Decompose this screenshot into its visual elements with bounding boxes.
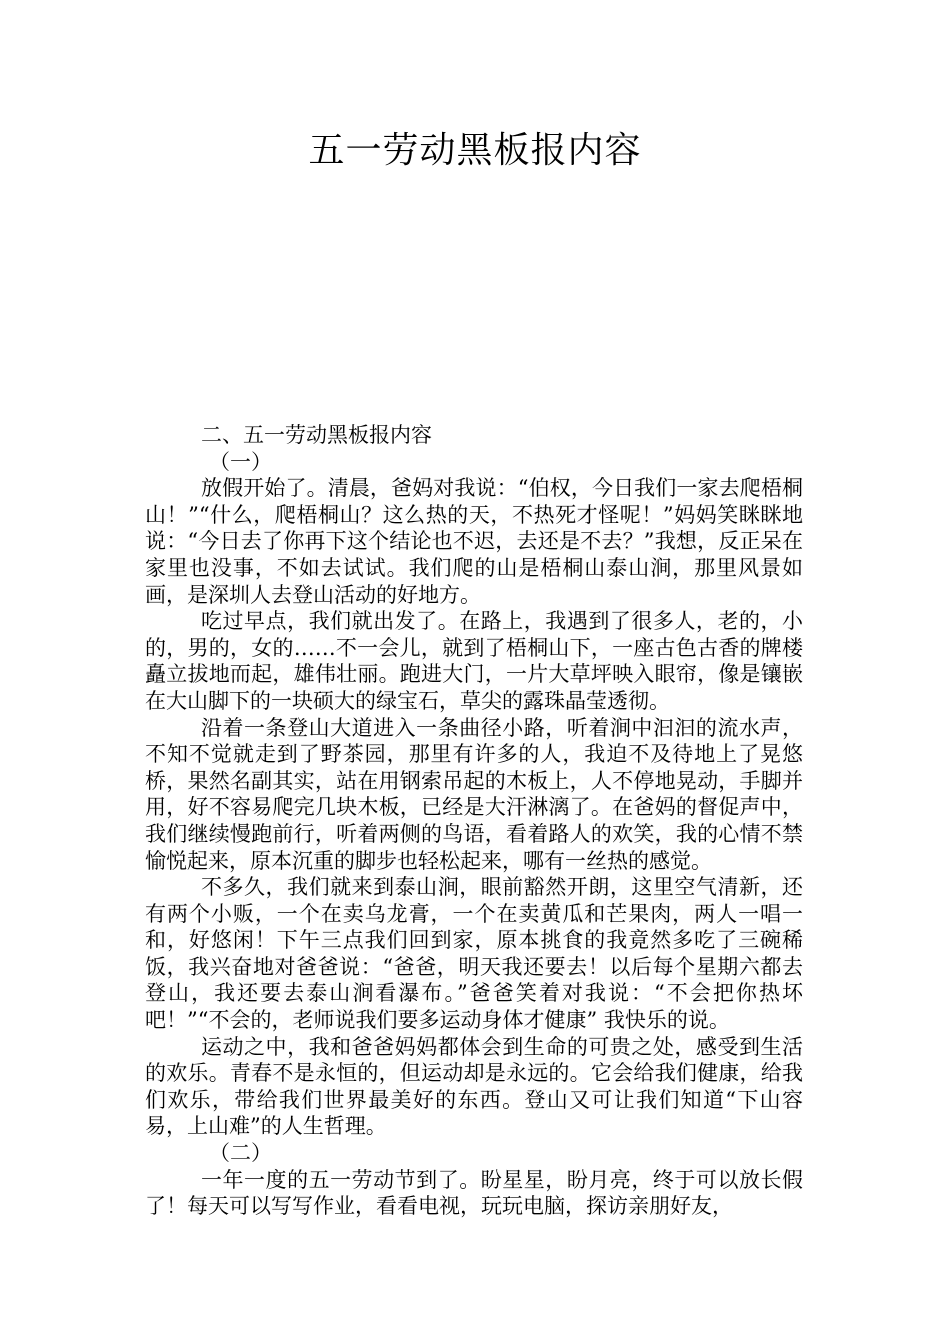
paragraph: 放假开始了。清晨，爸妈对我说：“伯权，今日我们一家去爬梧桐山！”“什么，爬梧桐山？这么热的天，不热死才怪呢！”妈妈笑眯眯地说：“今日去了你再下这个结论也不迟，去还是不去？”我想，反正呆在家里也没事，不如去试试。我们爬的山是梧桐山泰山涧，那里风景如画，是深圳人去登山活动的好地方。 [145, 476, 803, 607]
document-title: 五一劳动黑板报内容 [308, 130, 642, 171]
paragraph: 不多久，我们就来到泰山涧，眼前豁然开朗，这里空气清新，还有两个小贩，一个在卖乌龙膏，一个在卖黄瓜和芒果肉，两人一唱一和，好悠闲！下午三点我们回到家，原本挑食的我竟然多吃了三碗稀饭，我兴奋地对爸爸说：“爸爸，明天我还要去！以后每个星期六都去登山，我还要去泰山涧看瀑布。”爸爸笑着对我说：“不会把你热坏吧！”“不会的，老师说我们要多运动身体才健康” 我快乐的说。 [145, 875, 803, 1033]
document-body [145, 422, 803, 1220]
paragraph: 一年一度的五一劳动节到了。盼星星，盼月亮，终于可以放长假了！每天可以写写作业，看看电视，玩玩电脑，探访亲朋好友， [145, 1167, 803, 1219]
paragraph: 沿着一条登山大道进入一条曲径小路，听着涧中汩汩的流水声，不知不觉就走到了野茶园，那里有许多的人，我迫不及待地上了晃悠桥，果然名副其实，站在用钢索吊起的木板上，人不停地晃动，手脚并用，好不容易爬完几块木板，已经是大汗淋漓了。在爸妈的督促声中，我们继续慢跑前行，听着两侧的鸟语，看着路人的欢笑，我的心情不禁愉悦起来，原本沉重的脚步也轻松起来，哪有一丝热的感觉。 [145, 715, 803, 873]
paragraph: 吃过早点，我们就出发了。在路上，我遇到了很多人，老的，小的，男的，女的……不一会儿，就到了梧桐山下，一座古色古香的牌楼矗立拔地而起，雄伟壮丽。跑进大门，一片大草坪映入眼帘，像是镶嵌在大山脚下的一块硕大的绿宝石，草尖的露珠晶莹透彻。 [145, 609, 803, 713]
paragraph: 运动之中，我和爸爸妈妈都体会到生命的可贵之处，感受到生活的欢乐。青春不是永恒的，但运动却是永远的。它会给我们健康，给我们欢乐，带给我们世界最美好的东西。登山又可让我们知道“下山容易，上山难”的人生哲理。 [145, 1034, 803, 1139]
section-heading: 二、五一劳动黑板报内容 [201, 423, 432, 447]
part-label-2: （二） [209, 1141, 272, 1166]
part-label-1: （一） [209, 449, 272, 474]
